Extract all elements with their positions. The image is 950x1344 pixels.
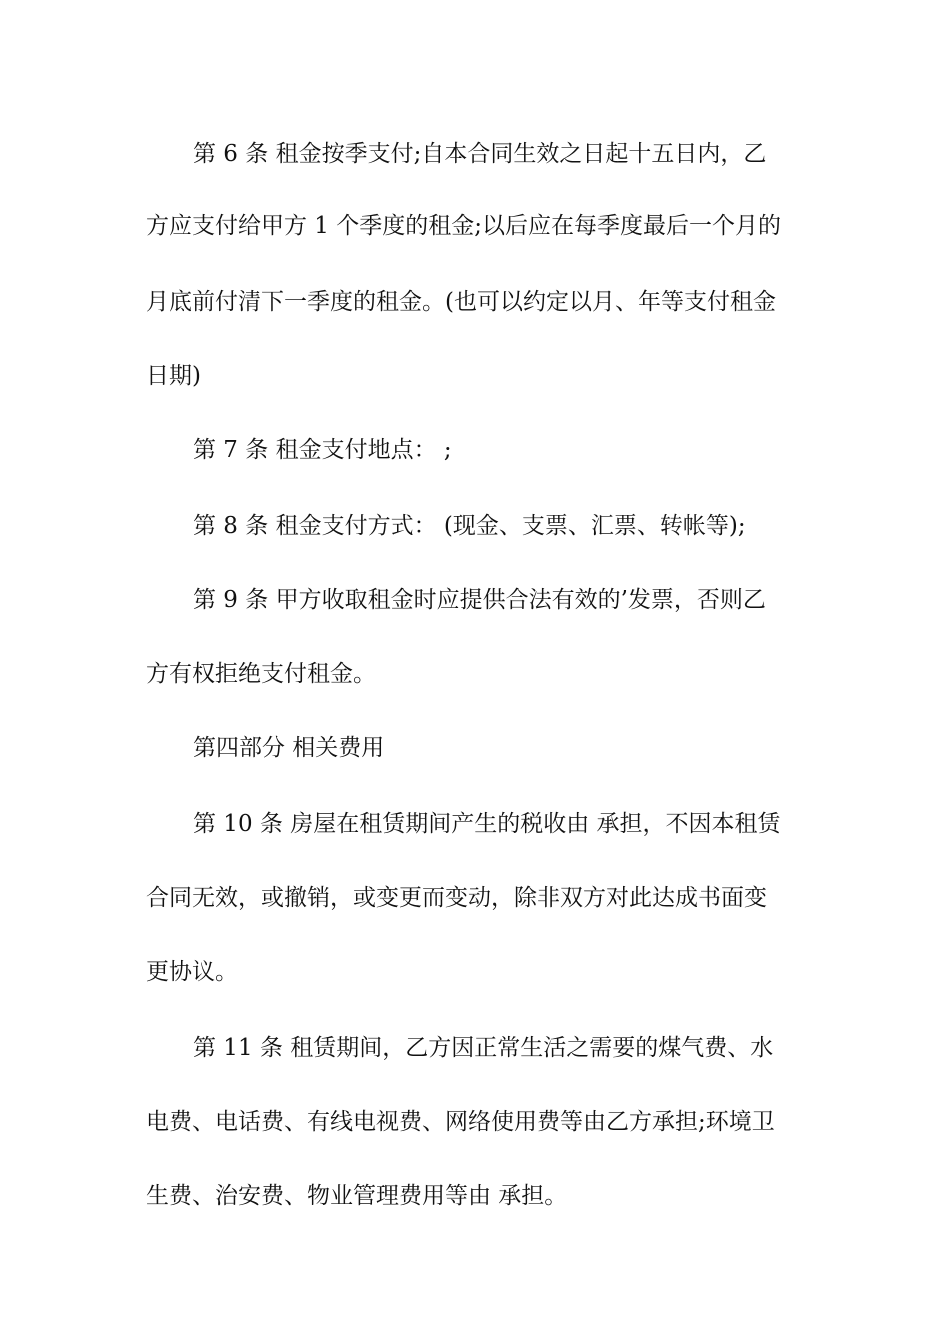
text-line-art10-3	[0, 952, 950, 992]
text-line-art6-4	[0, 356, 950, 396]
text-line-art6-1	[0, 134, 950, 174]
text-line-art9-1	[0, 580, 950, 620]
text-line: 日期)	[146, 363, 201, 389]
text-line: 第 7 条 租金支付地点： ;	[193, 437, 452, 463]
text-line: 合同无效，或撤销，或变更而变动，除非双方对此达成书面变	[146, 885, 767, 911]
text-line: 第 9 条 甲方收取租金时应提供合法有效的’发票，否则乙	[193, 587, 766, 613]
text-line: 第 11 条 租赁期间，乙方因正常生活之需要的煤气费、水	[193, 1035, 774, 1061]
text-line-art11-3	[0, 1176, 950, 1216]
text-line: 第 10 条 房屋在租赁期间产生的税收由 承担，不因本租赁	[193, 811, 781, 837]
text-line: 更协议。	[146, 959, 238, 985]
section-heading	[0, 728, 950, 768]
text-line-art10-1	[0, 804, 950, 844]
text-line-art7	[0, 430, 950, 470]
text-line: 第 8 条 租金支付方式： (现金、支票、汇票、转帐等);	[193, 513, 746, 539]
text-line-art10-2	[0, 878, 950, 918]
text-line: 生费、治安费、物业管理费用等由 承担。	[146, 1183, 568, 1209]
text-line-art6-3	[0, 282, 950, 322]
text-line: 第 6 条 租金按季支付;自本合同生效之日起十五日内，乙	[193, 141, 767, 167]
text-line-art11-1	[0, 1028, 950, 1068]
text-line-art9-2	[0, 654, 950, 694]
text-line-art11-2	[0, 1102, 950, 1142]
text-line: 方应支付给甲方 1 个季度的租金;以后应在每季度最后一个月的	[146, 213, 782, 239]
text-line-art6-2	[0, 206, 950, 246]
text-line: 月底前付清下一季度的租金。(也可以约定以月、年等支付租金	[146, 289, 776, 315]
text-line: 第四部分 相关费用	[193, 735, 385, 761]
text-line: 电费、电话费、有线电视费、网络使用费等由乙方承担;环境卫	[146, 1109, 775, 1135]
text-line-art8	[0, 506, 950, 546]
text-line: 方有权拒绝支付租金。	[146, 661, 376, 687]
